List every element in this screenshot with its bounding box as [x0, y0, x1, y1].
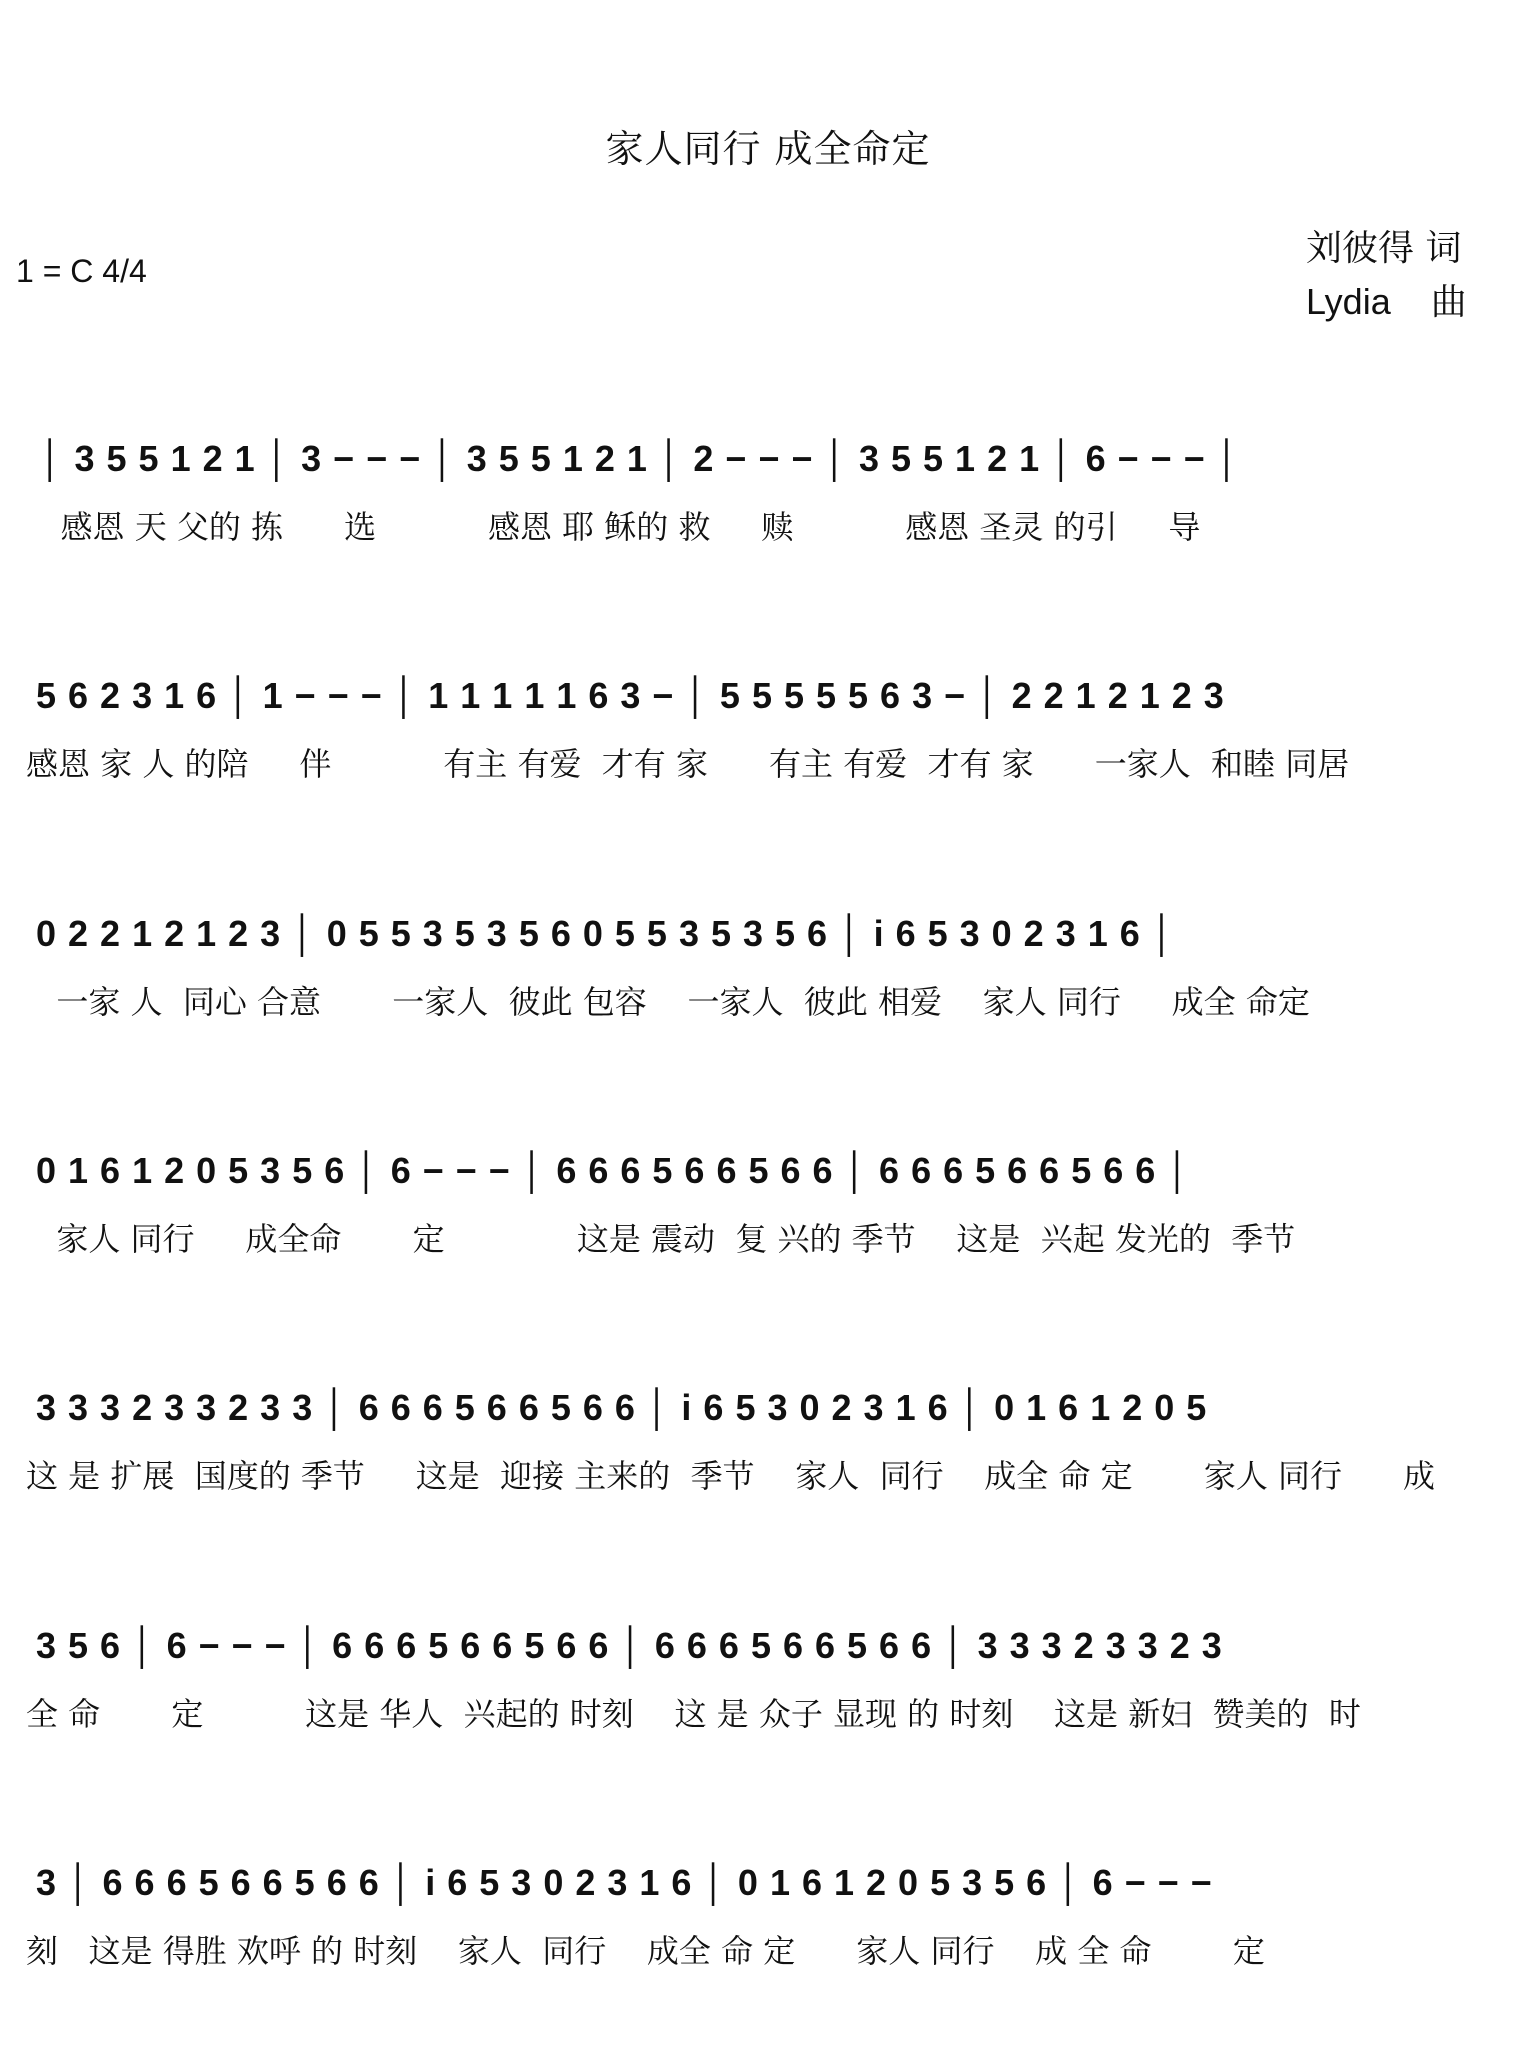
score-system-2 — [0, 675, 1536, 815]
score-system-6 — [0, 1625, 1536, 1765]
notation-line: 5 6 2 3 1 6 │ 1 − − − │ 1 1 1 1 1 6 3 − │ 5 5 5 5 5 6 3 − │ 2 2 1 2 1 2 3 — [36, 675, 1225, 716]
notation-line: 3 5 6 │ 6 − − − │ 6 6 6 5 6 6 5 6 6 │ 6 6 6 5 6 6 5 6 6 │ 3 3 3 2 3 3 2 3 — [36, 1625, 1223, 1666]
key-signature: 1 = C 4/4 — [16, 253, 147, 289]
notation-line: 3 │ 6 6 6 5 6 6 5 6 6 │ i 6 5 3 0 2 3 1 6 │ 0 1 6 1 2 0 5 3 5 6 │ 6 − − − — [36, 1862, 1213, 1903]
score-system-5 — [0, 1387, 1536, 1527]
score-system-4 — [0, 1150, 1536, 1290]
lyrics-line: 家人 同行 成全命 定 这是 震动 复 兴的 季节 这是 兴起 发光的 季节 — [36, 1220, 1296, 1258]
score-system-1 — [0, 438, 1536, 578]
composer-name: Lydia — [1306, 281, 1391, 322]
score-system-7 — [0, 1862, 1536, 2002]
notation-line: │ 3 5 5 1 2 1 │ 3 − − − │ 3 5 5 1 2 1 │ 2 − − − │ 3 5 5 1 2 1 │ 6 − − − │ — [40, 438, 1241, 479]
credits — [1306, 222, 1467, 328]
lyrics-line: 全 命 定 这是 华人 兴起的 时刻 这 是 众子 显现 的 时刻 这是 新妇 赞美的 时 — [26, 1695, 1361, 1733]
lyricist-credit: 刘彼得 词 — [1306, 228, 1462, 269]
lyrics-line: 一家 人 同心 合意 一家人 彼此 包容 一家人 彼此 相爱 家人 同行 成全 命定 — [36, 983, 1310, 1021]
song-title: 家人同行 成全命定 — [605, 127, 931, 171]
lyrics-line: 感恩 家 人 的陪 伴 有主 有爱 才有 家 有主 有爱 才有 家 一家人 和睦 同居 — [26, 745, 1350, 783]
lyrics-line: 这 是 扩展 国度的 季节 这是 迎接 主来的 季节 家人 同行 成全 命 定 家人 同行 成 — [26, 1457, 1436, 1495]
composer-credit — [1306, 275, 1467, 328]
notation-line: 0 2 2 1 2 1 2 3 │ 0 5 5 3 5 3 5 6 0 5 5 3 5 3 5 6 │ i 6 5 3 0 2 3 1 6 │ — [36, 913, 1176, 954]
notation-line: 3 3 3 2 3 3 2 3 3 │ 6 6 6 5 6 6 5 6 6 │ i 6 5 3 0 2 3 1 6 │ 0 1 6 1 2 0 5 — [36, 1387, 1208, 1428]
composer-suffix: 曲 — [1430, 281, 1467, 322]
lyrics-line: 感恩 天 父的 拣 选 感恩 耶 稣的 救 赎 感恩 圣灵 的引 导 — [30, 508, 1201, 546]
lyrics-line: 刻 这是 得胜 欢呼 的 时刻 家人 同行 成全 命 定 家人 同行 成 全 命 定 — [26, 1932, 1265, 1970]
notation-line: 0 1 6 1 2 0 5 3 5 6 │ 6 − − − │ 6 6 6 5 6 6 5 6 6 │ 6 6 6 5 6 6 5 6 6 │ — [36, 1150, 1191, 1191]
score-system-3 — [0, 913, 1536, 1053]
